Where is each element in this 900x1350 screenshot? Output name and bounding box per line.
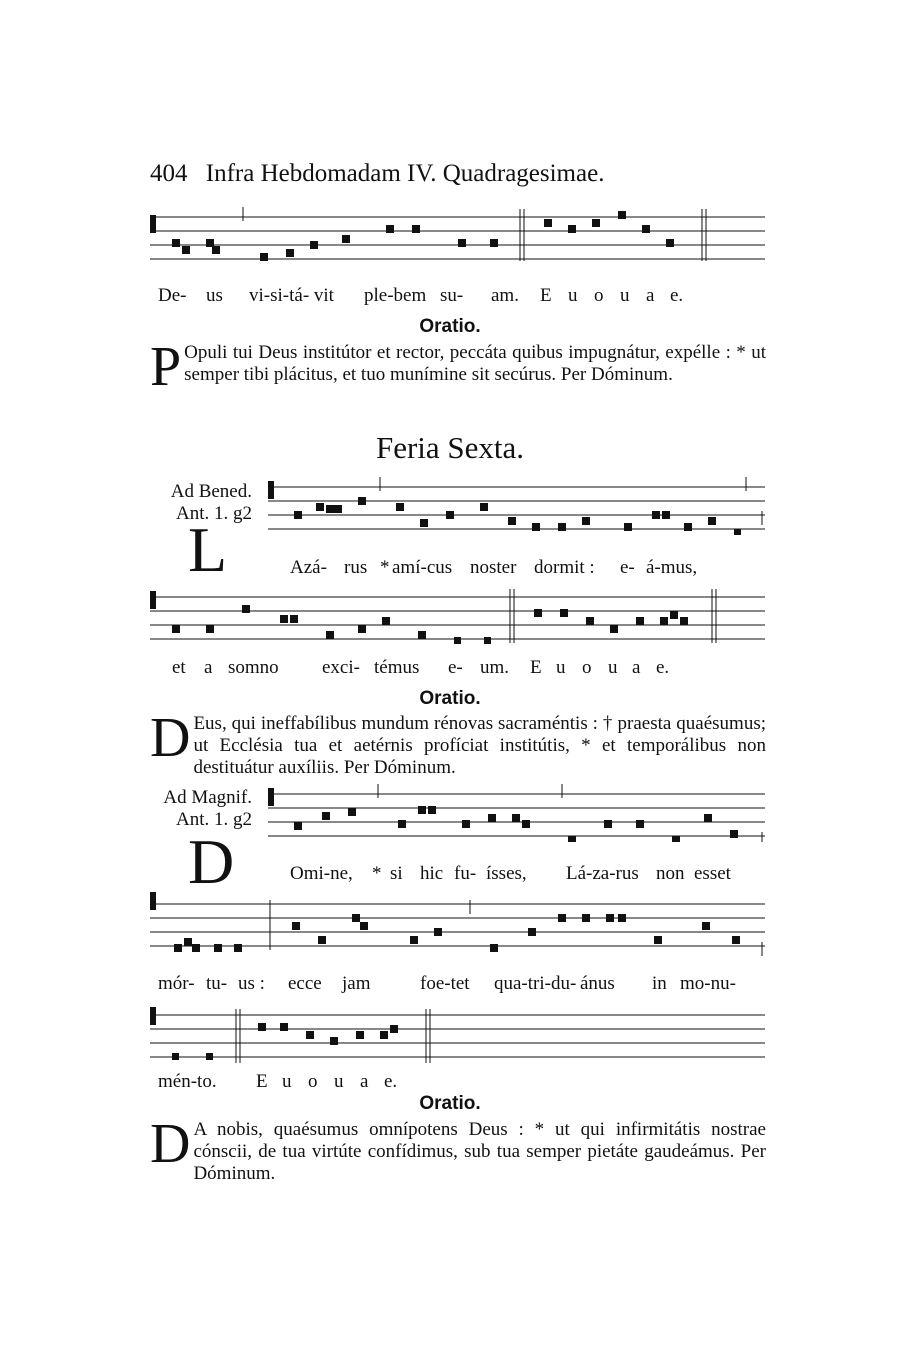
lyric-syllable: u [608, 657, 618, 678]
lyric-syllable: si [390, 863, 403, 884]
lyric-syllable: E [540, 285, 552, 306]
lyric-syllable: mór- [158, 973, 195, 994]
antiphon-initial: L [188, 514, 228, 585]
neume-staff-4 [268, 782, 765, 842]
lyric-syllable: * [380, 557, 390, 578]
lyric-syllable: E [256, 1071, 268, 1092]
lyric-syllable: am. [491, 285, 519, 306]
lyric-syllable: et [172, 657, 186, 678]
label-line: Ant. 1. g2 [176, 809, 252, 830]
chant-staff-3 [150, 585, 765, 645]
lyric-syllable: e. [656, 657, 670, 678]
page-number: 404 [150, 160, 188, 187]
chant-staff-4 [268, 782, 765, 842]
neume-staff-1 [150, 205, 765, 265]
drop-initial: P [150, 336, 182, 398]
lyric-syllable: a [360, 1071, 369, 1092]
oratio-heading: Oratio. [419, 688, 481, 709]
lyric-syllable: o [594, 285, 604, 306]
lyric-syllable: rus [344, 557, 368, 578]
chant-staff-1 [150, 205, 765, 265]
drop-initial: D [150, 1113, 191, 1175]
label-line: Ant. 1. g2 [176, 503, 252, 524]
lyric-syllable: qua-tri-du- [494, 973, 577, 994]
running-title: Infra Hebdomadam IV. Quadragesimae. [205, 160, 605, 187]
lyric-syllable: um. [480, 657, 510, 678]
lyric-syllable: su- [440, 285, 464, 306]
lyric-syllable: a [632, 657, 641, 678]
lyric-syllable: us [206, 285, 223, 306]
lyric-syllable: u [568, 285, 578, 306]
lyric-syllable: Azá- [290, 557, 327, 578]
lyric-syllable: somno [228, 657, 279, 678]
chant-staff-6 [150, 1003, 765, 1063]
lyric-syllable: a [204, 657, 213, 678]
lyric-syllable: ecce [288, 973, 322, 994]
oratio-heading: Oratio. [419, 316, 481, 337]
lyric-syllable: mén-to. [158, 1071, 217, 1092]
lyric-syllable: ísses, [486, 863, 527, 884]
lyric-syllable: us : [238, 973, 265, 994]
prayer-body: Opuli tui Deus institútor et rector, peccáta quibus impugnátur, expélle : * ut semper tibi plácitus, et tuo munímine sit secúrus. Per Dóminum. [184, 342, 766, 385]
prayer-body: A nobis, quaésumus omnípotens Deus : * ut qui infirmitátis nostrae cónscii, de tua virtúte confídimus, sub tua semper pietáte gaudeámus. Per Dóminum. [193, 1119, 766, 1184]
lyric-syllable: vi-si-tá- vit [249, 285, 334, 306]
lyric-syllable: fu- [454, 863, 477, 884]
chant-staff-5 [150, 892, 765, 952]
lyric-syllable: noster [470, 557, 517, 578]
neume-staff-2 [268, 475, 765, 535]
lyric-syllable: a [646, 285, 655, 306]
lyric-syllable: mo-nu- [680, 973, 736, 994]
lyric-syllable: o [582, 657, 592, 678]
chant-staff-2 [268, 475, 765, 535]
lyric-syllable: amí-cus [392, 557, 453, 578]
lyric-syllable: non [656, 863, 685, 884]
prayer-body: Eus, qui ineffabílibus mundum rénovas sacraméntis : † praesta quaésumus; ut Ecclésia tua et aetérnis profíciat institútis, * et temporálibus non destituátur auxíliis. Per Dóminum. [193, 713, 766, 778]
neume-staff-3 [150, 585, 765, 650]
lyric-syllable: De- [158, 285, 187, 306]
lyric-syllable: u [556, 657, 566, 678]
lyric-syllable: u [334, 1071, 344, 1092]
oratio-heading: Oratio. [419, 1093, 481, 1114]
lyric-syllable: esset [694, 863, 731, 884]
lyric-syllable: ánus [580, 973, 615, 994]
lyric-syllable: e- [448, 657, 463, 678]
lyric-syllable: jam [342, 973, 371, 994]
lyric-syllable: á-mus, [646, 557, 698, 578]
label-line: Ad Bened. [170, 481, 252, 502]
lyric-syllable: e. [670, 285, 684, 306]
page-header [150, 160, 604, 188]
lyric-syllable: e. [384, 1071, 398, 1092]
lyric-syllable: in [652, 973, 667, 994]
lyric-syllable: e- [620, 557, 635, 578]
lyric-syllable: E [530, 657, 542, 678]
oratio-2-text [150, 707, 766, 779]
lyric-syllable: u [282, 1071, 292, 1092]
oratio-3-text [150, 1113, 766, 1185]
lyric-syllable: o [308, 1071, 318, 1092]
neume-staff-5 [150, 892, 765, 957]
lyric-syllable: foe-tet [420, 973, 470, 994]
drop-initial: D [150, 707, 191, 769]
lyric-syllable: dormit : [534, 557, 595, 578]
lyric-syllable: Lá-za-rus [566, 863, 639, 884]
label-line: Ad Magnif. [163, 787, 252, 808]
antiphon-label-magnificat [140, 787, 252, 831]
lyric-syllable: tu- [206, 973, 228, 994]
neume-staff-6 [150, 1003, 765, 1068]
section-title: Feria Sexta. [375, 430, 525, 465]
lyric-syllable: * [372, 863, 382, 884]
antiphon-initial: D [188, 826, 235, 897]
lyric-syllable: u [620, 285, 630, 306]
lyric-syllable: hic [420, 863, 444, 884]
oratio-1-text [150, 336, 766, 398]
lyric-syllable: Omi-ne, [290, 863, 353, 884]
lyric-syllable: témus [374, 657, 420, 678]
lyric-syllable: ple-bem [364, 285, 427, 306]
lyric-syllable: exci- [322, 657, 360, 678]
